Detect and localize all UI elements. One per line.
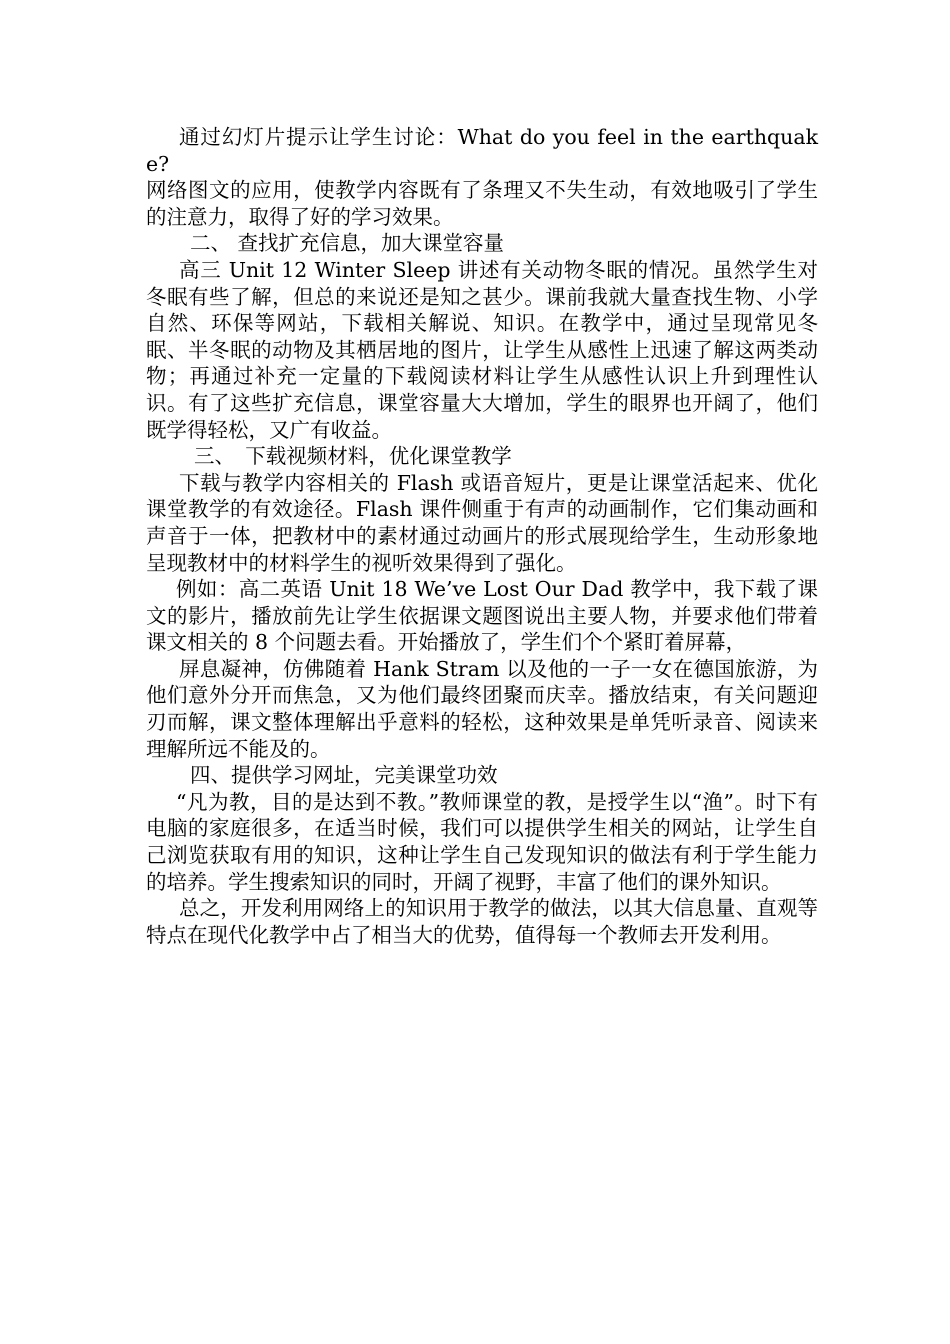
paragraph-example-unit18: 例如：高二英语 Unit 18 We’ve Lost Our Dad 教学中，我下载了课文的影片，播放前先让学生依据课文题图说出主要人物，并要求他们带着课文相关的 8 个问题去看。开始播放了，学生们个个紧盯着屏幕， <box>146 577 818 655</box>
paragraph-flash-video: 下载与教学内容相关的 Flash 或语音短片，更是让课堂活起来、优化课堂教学的有效途径。Flash 课件侧重于有声的动画制作，它们集动画和声音于一体，把教材中的素材通过动画片的形式展现给学生，生动形象地呈现教材中的材料学生的视听效果得到了强化。 <box>146 470 818 575</box>
paragraph-conclusion: 总之，开发利用网络上的知识用于教学的做法，以其大信息量、直观等特点在现代化教学中占了相当大的优势，值得每一个教师去开发利用。 <box>146 896 818 947</box>
paragraph-earthquake-prompt: 通过幻灯片提示让学生讨论：What do you feel in the earthquake? <box>146 125 818 176</box>
paragraph-graphics-effect: 网络图文的应用，使教学内容既有了条理又不失生动，有效地吸引了学生的注意力，取得了好的学习效果。 <box>146 178 818 229</box>
paragraph-websites: “凡为教，目的是达到不教。”教师课堂的教，是授学生以“渔”。时下有电脑的家庭很多，在适当时候，我们可以提供学生相关的网站，让学生自己浏览获取有用的知识，这种让学生自己发现知识的做法有利于学生能力的培养。学生搜索知识的同时，开阔了视野，丰富了他们的课外知识。 <box>146 789 818 894</box>
document-page <box>146 124 818 948</box>
heading-section-3: 三、 下载视频材料，优化课堂教学 <box>194 444 512 469</box>
paragraph-winter-sleep: 高三 Unit 12 Winter Sleep 讲述有关动物冬眠的情况。虽然学生对冬眠有些了解，但总的来说还是知之甚少。课前我就大量查找生物、小学自然、环保等网站，下载相关解说、知识。在教学中，通过呈现常见冬眠、半冬眠的动物及其栖居地的图片，让学生从感性上迅速了解这两类动物；再通过补充一定量的下载阅读材料让学生从感性认识上升到理性认识。有了这些扩充信息，课堂容量大大增加，学生的眼界也开阔了，他们既学得轻松，又广有收益。 <box>146 257 818 442</box>
paragraph-example-continued: 屏息凝神，仿佛随着 Hank Stram 以及他的一子一女在德国旅游，为他们意外分开而焦急，又为他们最终团聚而庆幸。播放结束，有关问题迎刃而解，课文整体理解出乎意料的轻松，这种效果是单凭听录音、阅读来理解所远不能及的。 <box>146 656 818 761</box>
heading-section-4: 四、提供学习网址，完美课堂功效 <box>190 763 498 788</box>
heading-section-2: 二、 查找扩充信息，加大课堂容量 <box>190 231 505 256</box>
